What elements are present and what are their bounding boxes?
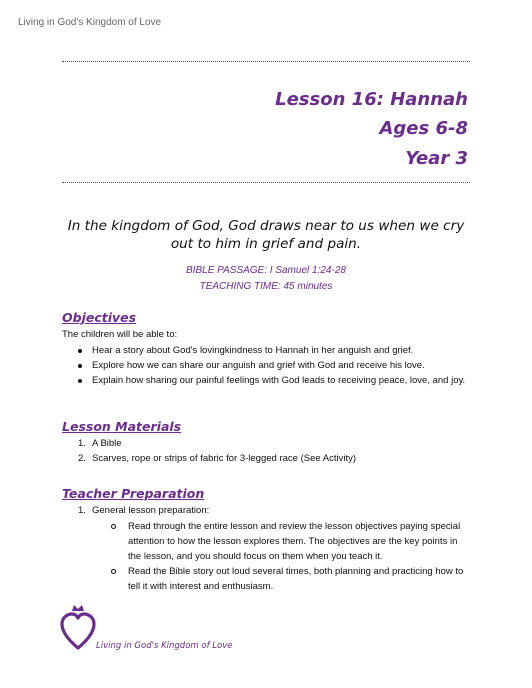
- list-text: A Bible: [92, 438, 122, 449]
- crowned-heart-icon: [60, 604, 96, 650]
- list-item: [62, 436, 482, 451]
- preparation-sublist: [108, 519, 470, 594]
- list-number: 1.: [78, 505, 86, 516]
- list-item: [62, 503, 482, 518]
- page-footer: Living in God's Kingdom of Love: [96, 641, 233, 651]
- list-item: Hear a story about God's lovingkindness to Hannah in her anguish and grief.: [74, 343, 466, 358]
- age-range: Ages 6-8: [379, 118, 468, 139]
- lesson-title: Lesson 16: Hannah: [275, 89, 468, 110]
- list-text: General lesson preparation:: [92, 505, 210, 516]
- title-divider: [62, 182, 470, 183]
- objectives-list: [74, 343, 466, 388]
- list-item: [62, 451, 482, 466]
- list-item: Explain how sharing our painful feelings with God leads to receiving peace, love, and joy.: [74, 373, 466, 388]
- list-text: Scarves, rope or strips of fabric for 3-legged race (See Activity): [92, 453, 356, 464]
- list-number: 1.: [78, 438, 86, 449]
- preparation-heading: Teacher Preparation: [62, 486, 205, 501]
- list-item: Explore how we can share our anguish and grief with God and receive his love.: [74, 358, 466, 373]
- preparation-list: [62, 503, 482, 518]
- page-header: Living in God's Kingdom of Love: [18, 17, 162, 28]
- objectives-intro: The children will be able to:: [62, 329, 178, 340]
- objectives-heading: Objectives: [62, 310, 137, 325]
- list-item: Read the Bible story out loud several times, both planning and practicing how to tell it with interest and enthusiasm.: [108, 564, 470, 594]
- teaching-time: TEACHING TIME: 45 minutes: [199, 281, 333, 292]
- top-divider: [62, 61, 470, 62]
- materials-heading: Lesson Materials: [62, 419, 182, 434]
- list-item: Read through the entire lesson and review the lesson objectives paying special attention to how the lesson explores them. The objectives are the key points in the lesson, and you should focus on them when you teach it.: [108, 519, 470, 564]
- bible-passage: BIBLE PASSAGE: I Samuel 1:24-28: [186, 265, 346, 276]
- lesson-theme: In the kingdom of God, God draws near to us when we cry out to him in grief and pain.: [67, 218, 465, 252]
- materials-list: [62, 436, 482, 466]
- list-number: 2.: [78, 453, 86, 464]
- year-label: Year 3: [405, 148, 468, 169]
